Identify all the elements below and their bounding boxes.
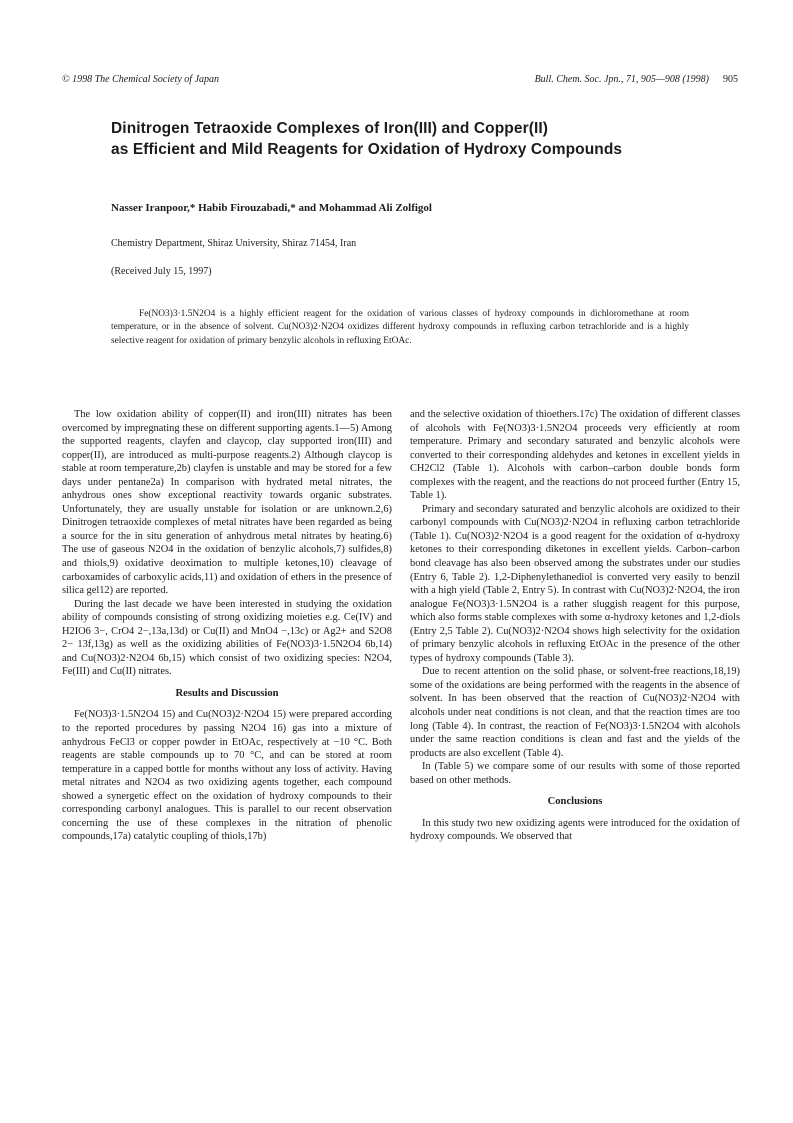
abstract: Fe(NO3)3·1.5N2O4 is a highly efficient reagent for the oxidation of various classes of hydroxy compounds in dichloromethane at room temperature, or in the absence of solvent. Cu(NO3)2·N2O4 oxidizes different hydroxy compounds in refluxing carbon tetrachloride and is a highly selective reagent for oxidation of primary benzylic alcohols in refluxing EtOAc. — [111, 309, 689, 346]
right-column — [410, 408, 740, 844]
body-paragraph: Primary and secondary saturated and benzylic alcohols are oxidized to their carbonyl compounds with Cu(NO3)2·N2O4 in refluxing carbon tetrachloride (Table 1). Cu(NO3)2·N2O4 is a good reagent for the oxidation of α-hydroxy ketones to their corresponding diketones in excellent yields. Carbon–carbon bond cleavage has also been observed among the substrates under our studies (Entry 6, Table 2). 1,2-Diphenylethanediol is converted very easily to benzil with a high yield (Table 2, Entry 5). In contrast with Cu(NO3)2·N2O4, the iron analogue Fe(NO3)3·1.5N2O4 is a rather sluggish reagent for this purpose, which also forms stable complexes with some α-hydroxy ketones and 1,2-diols (Entry 2,5 Table 2). Cu(NO3)2·N2O4 shows high selectivity for the oxidation of primary benzylic alcohols in refluxing EtOAc in the presence of the other types of hydroxy compounds (Table 3). — [410, 503, 740, 664]
body-paragraph: In this study two new oxidizing agents were introduced for the oxidation of hydroxy compounds. We observed that — [410, 817, 740, 843]
section-heading-results: Results and Discussion — [175, 687, 279, 699]
title-line-2: as Efficient and Mild Reagents for Oxidation of Hydroxy Compounds — [111, 141, 623, 158]
journal-reference-group — [535, 74, 738, 85]
left-column — [62, 408, 392, 844]
affiliation: Chemistry Department, Shiraz University, Shiraz 71454, Iran — [111, 238, 357, 249]
page-number: 905 — [723, 74, 738, 85]
body-paragraph: In (Table 5) we compare some of our results with some of those reported based on other methods. — [410, 761, 740, 786]
running-head — [62, 74, 738, 90]
body-paragraph: Fe(NO3)3·1.5N2O4 15) and Cu(NO3)2·N2O4 15) were prepared according to the reported procedures by passing N2O4 16) gas into a mixture of anhydrous FeCl3 or copper powder in EtOAc, respectively at −10 °C. Both reagents are stable compounds up to 70 °C, and can be stored at room temperature in a capped bottle for months without any loss of activity. Having metal nitrates and N2O4 as two oxidizing agents together, each compound showed a synergetic effect on the oxidation of hydroxy compounds to their corresponding carbonyl analogues. This is parallel to our recent observation concerning the use of these complexes in the nitration of phenolic compounds,17a) catalytic coupling of thiols,17b) — [62, 709, 392, 843]
author-list: Nasser Iranpoor,* Habib Firouzabadi,* and Mohammad Ali Zolfigol — [111, 202, 432, 214]
received-date: (Received July 15, 1997) — [111, 266, 212, 277]
section-heading-conclusions: Conclusions — [547, 796, 603, 808]
body-paragraph: During the last decade we have been interested in studying the oxidation ability of compounds consisting of strong oxidizing moieties e.g. Ce(IV) and H2IO6 3−, CrO4 2−,13a,13d) or Cu(II) and MnO4 −,13c) or Ag2+ and S2O8 2− 13f,13g) as well as the oxidizing abilities of Fe(NO3)3·1.5N2O4 6b,14) and Cu(NO3)2·N2O4 6b,15) which consist of two oxidizing species: N2O4, Fe(III) and Cu(II) nitrates. — [62, 598, 392, 678]
article-title — [111, 118, 711, 160]
title-line-1: Dinitrogen Tetraoxide Complexes of Iron(III) and Copper(II) — [111, 120, 549, 137]
copyright-notice: © 1998 The Chemical Society of Japan — [62, 74, 220, 85]
body-paragraph: and the selective oxidation of thioethers.17c) The oxidation of different classes of alcohols with Fe(NO3)3·1.5N2O4 proceeds very efficiently at room temperature. Primary and secondary saturated and benzylic alcohols were converted to their corresponding aldehydes and ketones in excellent yields in CH2Cl2 (Table 1). Alcohols with carbon–carbon double bonds form complexes with the reagent, and the reactions do not proceed further (Entry 15, Table 1). — [410, 409, 740, 502]
body-paragraph: The low oxidation ability of copper(II) and iron(III) nitrates has been overcomed by impregnating these on different supporting agents.1—5) Among the supported reagents, clayfen and claycop, clay supported iron(III) and copper(II), are introduced as multi-purpose reagents.2) Although claycop is stable at room temperature,2b) clayfen is unstable and may be stored for a few days under pentane2a) In comparison with hydrated metal nitrates, the anhydrous ones show exceptional reactivity towards organic substrates. Unfortunately, they are usually unstable for isolation or are unknown.2,6) Dinitrogen tetraoxide complexes of metal nitrates have been regarded as being a source for the in situ generation of anhydrous metal nitrates by heating.6) The use of gaseous N2O4 in the oxidation of benzylic alcohols,7) sulfides,8) and thiols,9) oxidative deoximation to multiple ketones,10) cleavage of carboxamides of carboxylic acids,11) and oxidation of ethers in the presence of silica gel12) are reported. — [62, 409, 392, 597]
body-paragraph: Due to recent attention on the solid phase, or solvent-free reactions,18,19) some of the oxidations are being performed with the reagents in the absence of solvent. In has been observed that the reaction of Cu(NO3)2·N2O4 with alcohols under neat conditions is not clean, and that the reaction times are too long (Table 4). In contrast, the reaction of Fe(NO3)3·1.5N2O4 with alcohols under the same reaction conditions is clean and fast and the yields of the products are also excellent (Table 4). — [410, 666, 740, 759]
journal-reference: Bull. Chem. Soc. Jpn., 71, 905—908 (1998) — [534, 74, 709, 85]
